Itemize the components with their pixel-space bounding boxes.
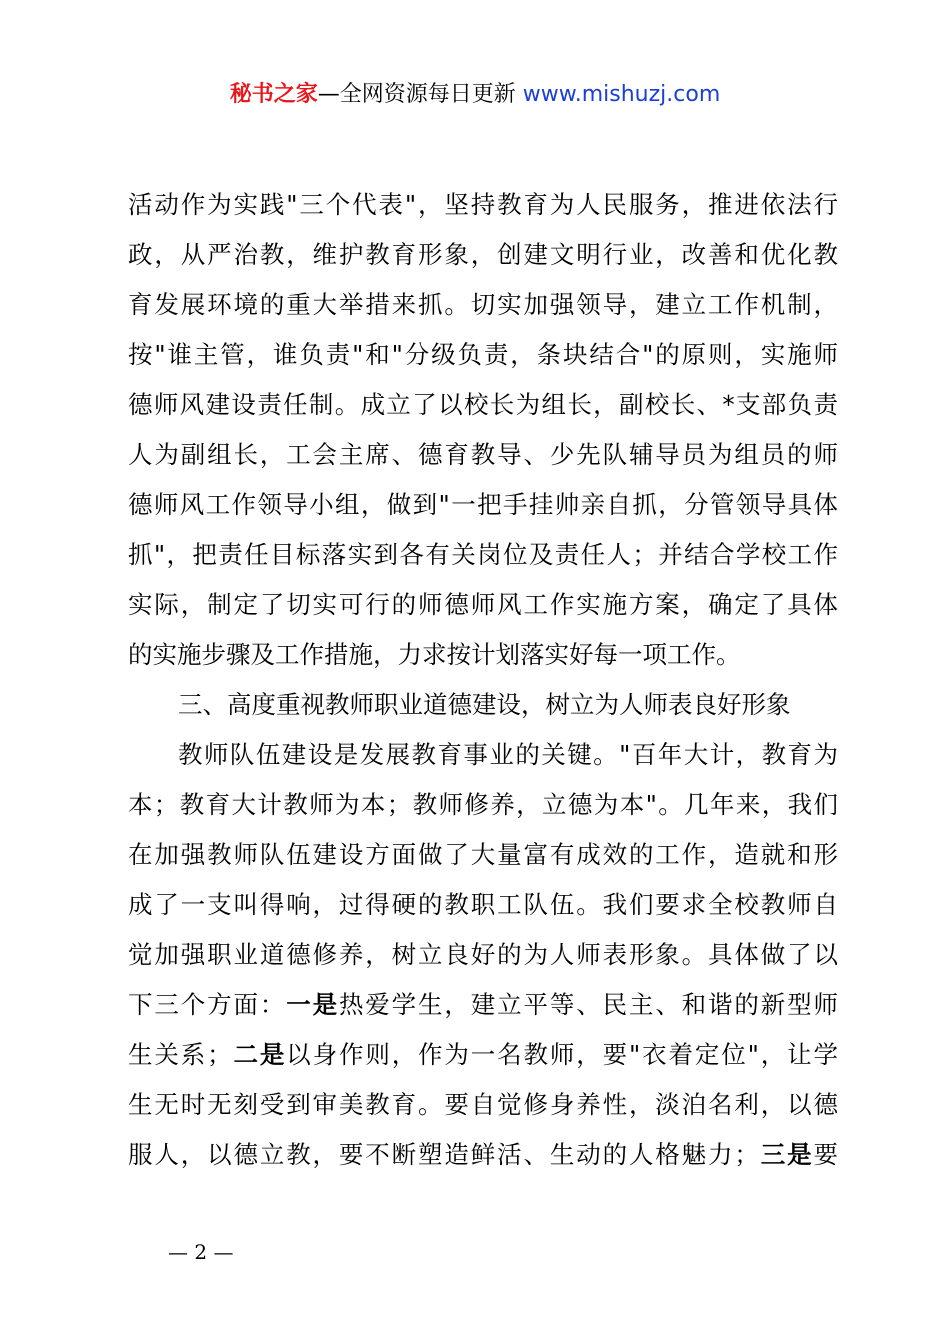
emphasis-second: 二是: [231, 1040, 287, 1069]
text-run: 以身作则，作为一名教师，要"衣着定位"，让学: [286, 1040, 838, 1069]
text-line: 活动作为实践"三个代表"，坚持教育为人民服务，推进依法行: [128, 190, 838, 219]
header-url[interactable]: www.mishuzj.com: [522, 82, 721, 107]
text-line: 成了一支叫得响，过得硬的教职工队伍。我们要求全校教师自: [128, 890, 838, 919]
text-line: 觉加强职业道德修养，树立良好的为人师表形象。具体做了以: [128, 940, 838, 969]
header-tagline: —全网资源每日更新: [317, 82, 516, 107]
page-header: [0, 78, 950, 112]
text-line: 本；教育大计教师为本；教师修养，立德为本"。几年来，我们: [128, 790, 838, 819]
text-run: 要: [813, 1140, 839, 1169]
text-line: 实际，制定了切实可行的师德师风工作实施方案，确定了具体: [128, 590, 838, 619]
text-line: 政，从严治教，维护教育形象，创建文明行业，改善和优化教: [128, 240, 838, 269]
text-line: 育发展环境的重大举措来抓。切实加强领导，建立工作机制，: [128, 290, 838, 319]
paragraph-2: [128, 730, 838, 1180]
text-line: [128, 980, 838, 1030]
text-line: 德师风建设责任制。成立了以校长为组长，副校长、*支部负责: [128, 390, 838, 419]
brand-name: 秘书之家: [229, 82, 318, 107]
text-run: 服人，以德立教，要不断塑造鲜活、生动的人格魅力；: [128, 1140, 759, 1169]
document-body: [128, 180, 838, 1180]
text-line: [128, 1130, 838, 1180]
text-line: 在加强教师队伍建设方面做了大量富有成效的工作，造就和形: [128, 840, 838, 869]
text-line: 生无时无刻受到审美教育。要自觉修身养性，淡泊名利，以德: [128, 1090, 838, 1119]
text-run: 生关系；: [128, 1040, 232, 1069]
text-line: [128, 1030, 838, 1080]
text-line: 抓"，把责任目标落实到各有关岗位及责任人；并结合学校工作: [128, 540, 838, 569]
emphasis-first: 一是: [286, 990, 339, 1019]
paragraph-1: [128, 180, 838, 680]
text-line: 教师队伍建设是发展教育事业的关键。"百年大计，教育为: [178, 740, 838, 769]
text-line: 德师风工作领导小组，做到"一把手挂帅亲自抓，分管领导具体: [128, 490, 838, 519]
section-heading: 三、高度重视教师职业道德建设，树立为人师表良好形象: [178, 690, 791, 719]
text-line: 人为副组长，工会主席、德育教导、少先队辅导员为组员的师: [128, 440, 838, 469]
text-run: 下三个方面：: [128, 990, 287, 1019]
text-line: 的实施步骤及工作措施，力求按计划落实好每一项工作。: [128, 640, 741, 669]
page-number: — 2 —: [168, 1240, 234, 1264]
emphasis-third: 三是: [758, 1140, 814, 1169]
text-run: 热爱学生，建立平等、民主、和谐的新型师: [338, 990, 839, 1019]
text-line: 按"谁主管，谁负责"和"分级负责，条块结合"的原则，实施师: [128, 340, 838, 369]
